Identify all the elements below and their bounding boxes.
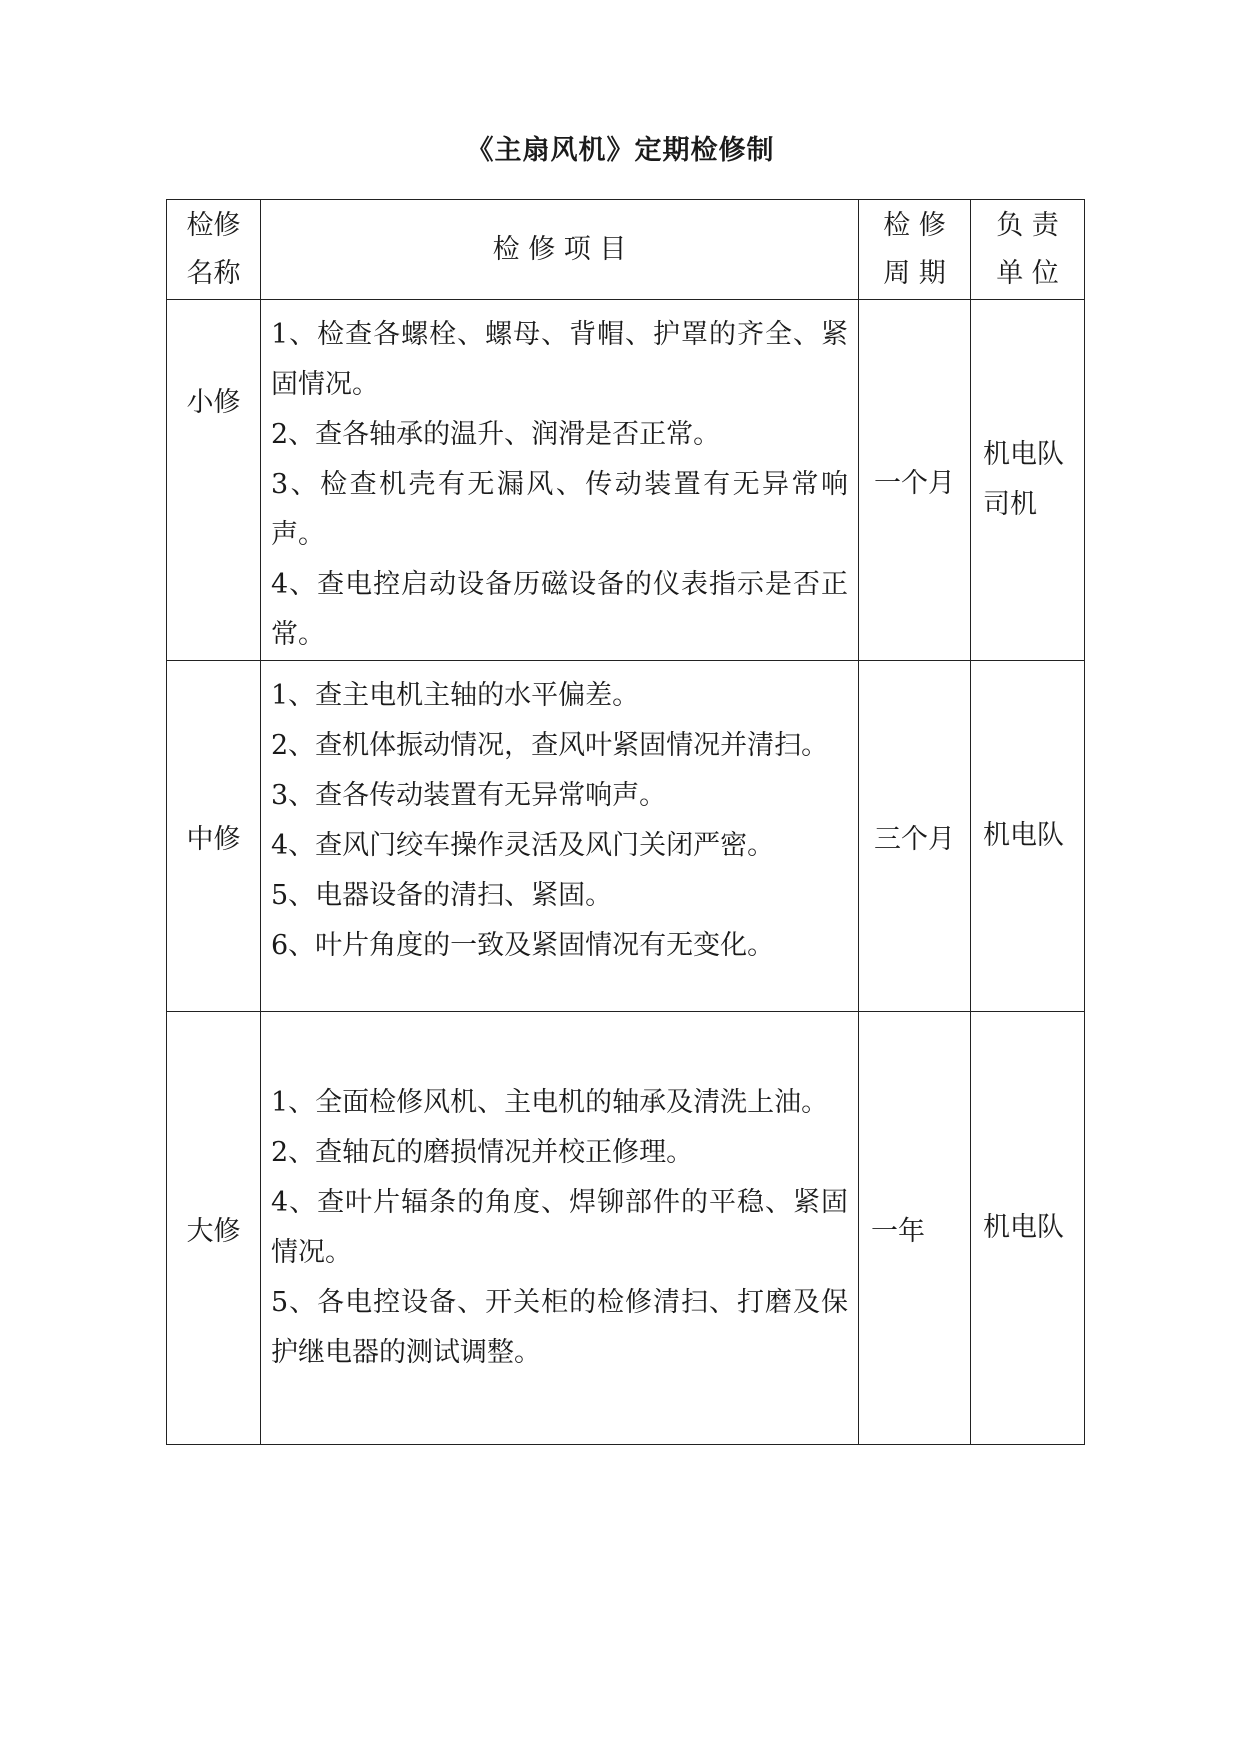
maintenance-cycle: 三个月 (859, 661, 971, 1012)
maintenance-items (261, 661, 859, 1012)
list-item: 4、查叶片辐条的角度、焊铆部件的平稳、紧固情况。 (271, 1187, 848, 1268)
list-item: 3、查各传动装置有无异常响声。 (271, 780, 667, 811)
list-item: 2、查机体振动情况，查风叶紧固情况并清扫。 (271, 730, 829, 761)
maintenance-cycle: 一个月 (859, 300, 971, 661)
header-items (261, 200, 859, 300)
maintenance-name: 大修 (167, 1012, 261, 1445)
list-item: 2、查轴瓦的磨损情况并校正修理。 (271, 1137, 694, 1168)
list-item: 4、查电控启动设备历磁设备的仪表指示是否正常。 (271, 569, 848, 650)
unit-line: 机电队 (983, 1212, 1064, 1243)
header-name-line: 名称 (186, 257, 241, 289)
responsible-unit (971, 300, 1085, 661)
list-item: 1、全面检修风机、主电机的轴承及清洗上油。 (271, 1087, 829, 1118)
responsible-unit (971, 661, 1085, 1012)
responsible-unit (971, 1012, 1085, 1445)
list-item: 2、查各轴承的温升、润滑是否正常。 (271, 419, 721, 450)
header-unit-line: 负 责 (996, 209, 1059, 241)
header-name (167, 200, 261, 300)
list-item: 5、电器设备的清扫、紧固。 (271, 880, 613, 911)
table-row (167, 300, 1085, 661)
list-item: 4、查风门绞车操作灵活及风门关闭严密。 (271, 830, 775, 861)
header-unit-line: 单 位 (996, 257, 1059, 289)
unit-line: 机电队 (983, 820, 1064, 851)
list-item: 6、叶片角度的一致及紧固情况有无变化。 (271, 930, 775, 961)
maintenance-cycle: 一年 (859, 1012, 971, 1445)
maintenance-name: 中修 (167, 661, 261, 1012)
list-item: 1、检查各螺栓、螺母、背帽、护罩的齐全、紧固情况。 (271, 319, 848, 400)
table-header-row (167, 200, 1085, 300)
header-cycle-line: 周 期 (883, 257, 946, 289)
maintenance-table (166, 199, 1085, 1445)
list-item: 1、查主电机主轴的水平偏差。 (271, 680, 640, 711)
maintenance-items (261, 1012, 859, 1445)
unit-line: 机电队 (983, 439, 1064, 470)
header-unit (971, 200, 1085, 300)
table-row (167, 661, 1085, 1012)
list-item: 5、各电控设备、开关柜的检修清扫、打磨及保护继电器的测试调整。 (271, 1287, 848, 1368)
header-cycle (859, 200, 971, 300)
unit-line: 司机 (983, 489, 1037, 520)
header-items-label: 检 修 项 目 (492, 233, 627, 265)
list-item: 3、检查机壳有无漏风、传动装置有无异常响声。 (271, 469, 848, 550)
document-title: 《主扇风机》定期检修制 (466, 135, 775, 166)
maintenance-name: 小修 (167, 300, 261, 661)
table-row (167, 1012, 1085, 1445)
maintenance-items (261, 300, 859, 661)
header-cycle-line: 检 修 (883, 209, 946, 241)
header-name-line: 检修 (186, 209, 241, 241)
